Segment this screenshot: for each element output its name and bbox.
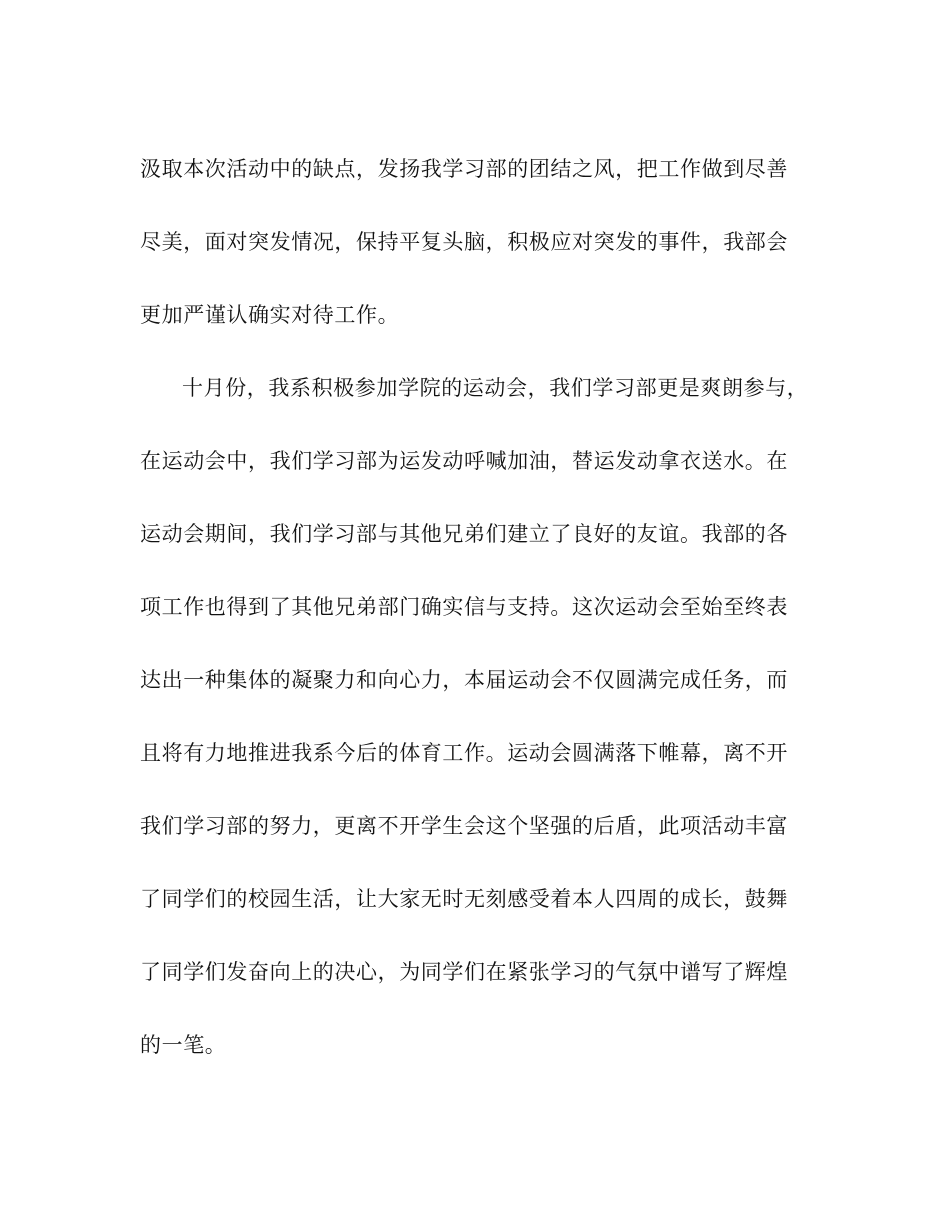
- text-line: 运动会期间，我们学习部与其他兄弟们建立了良好的友谊。我部的各: [140, 522, 788, 546]
- text-line: 了同学们发奋向上的决心，为同学们在紧张学习的气氛中谱写了辉煌: [140, 960, 788, 984]
- paragraph-1: [140, 133, 810, 352]
- text-line: 且将有力地推进我系今后的体育工作。运动会圆满落下帷幕，离不开: [140, 741, 788, 765]
- text-line: 了同学们的校园生活，让大家无时无刻感受着本人四周的成长，鼓舞: [140, 887, 788, 911]
- text-line: 我们学习部的努力，更离不开学生会这个坚强的后盾，此项活动丰富: [140, 814, 788, 838]
- text-line: 项工作也得到了其他兄弟部门确实信与支持。这次运动会至始至终表: [140, 595, 788, 619]
- text-line: 汲取本次活动中的缺点，发扬我学习部的团结之风，把工作做到尽善: [140, 157, 788, 181]
- text-line: 在运动会中，我们学习部为运发动呼喊加油，替运发动拿衣送水。在: [140, 449, 788, 473]
- text-line: 的一笔。: [140, 1033, 227, 1057]
- text-line: 达出一种集体的凝聚力和向心力，本届运动会不仅圆满完成任务，而: [140, 668, 788, 692]
- text-line: 更加严谨认确实对待工作。: [140, 303, 400, 327]
- paragraph-2: [140, 352, 810, 1082]
- body-text: [140, 133, 810, 1082]
- text-line-first: 十月份，我系积极参加学院的运动会，我们学习部更是爽朗参与，: [182, 376, 809, 400]
- text-line: 尽美，面对突发情况，保持平复头脑，积极应对突发的事件，我部会: [140, 230, 788, 254]
